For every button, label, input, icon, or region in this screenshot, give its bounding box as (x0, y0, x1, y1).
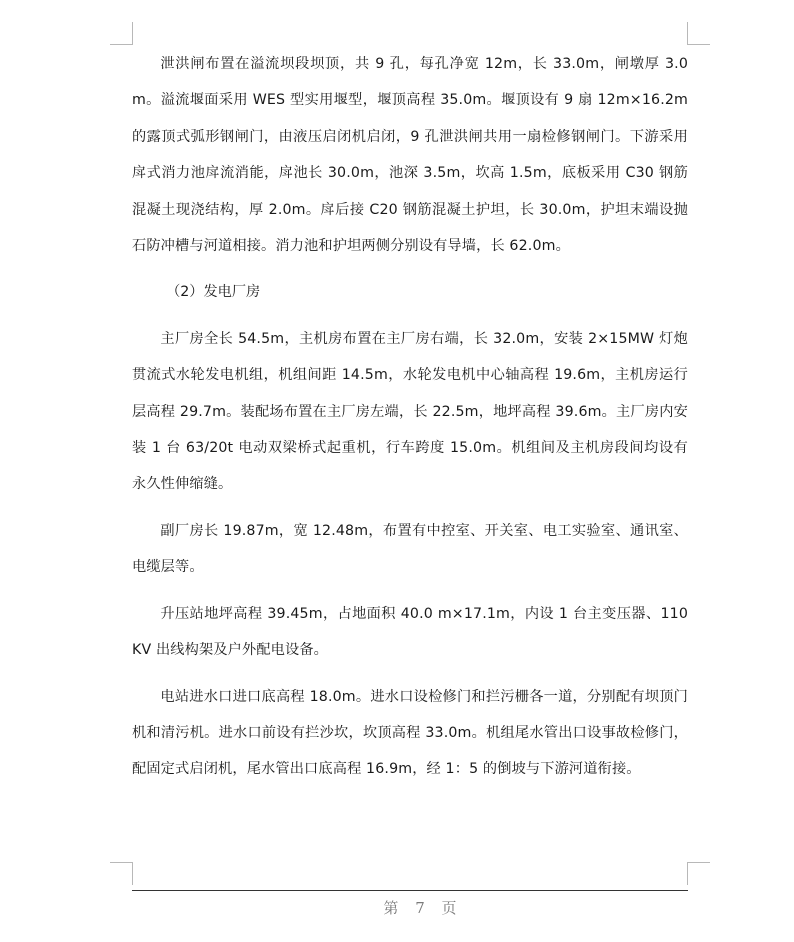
page-prefix: 第 (383, 899, 401, 917)
section-heading: （2）发电厂房 (166, 284, 261, 301)
footer-divider (132, 890, 688, 891)
page-footer (0, 897, 794, 918)
paragraph-intake: 电站进水口进口底高程 18.0m。进水口设检修门和拦污栅各一道，分别配有坝顶门机和清污机。进水口前设有拦沙坎，坎顶高程 33.0m。机组尾水管出口设事故检修门，配固定式启闭机，尾水管出口底高程 16.9m，经 1：5 的倒坡与下游河道衔接。 (132, 688, 688, 778)
crop-mark-top-left (110, 22, 133, 45)
page-suffix: 页 (441, 899, 459, 917)
page-number: 7 (415, 899, 427, 917)
paragraph-substation: 升压站地坪高程 39.45m，占地面积 40.0 m×17.1m，内设 1 台主变压器、110KV 出线构架及户外配电设备。 (132, 605, 688, 659)
paragraph-main-powerhouse: 主厂房全长 54.5m，主机房布置在主厂房右端，长 32.0m，安装 2×15MW 灯炮贯流式水轮发电机组，机组间距 14.5m，水轮发电机中心轴高程 19.6m，主机房运行层高程 29.7m。装配场布置在主厂房左端，长 22.5m，地坪高程 39.6m。主厂房内安装 1 台 63/20t 电动双梁桥式起重机，行车跨度 15.0m。机组间及主机房段间均设有永久性伸缩缝。 (132, 330, 688, 493)
crop-mark-bottom-right (687, 862, 710, 885)
crop-mark-top-right (687, 22, 710, 45)
crop-mark-bottom-left (110, 862, 133, 885)
paragraph-auxiliary-powerhouse: 副厂房长 19.87m，宽 12.48m，布置有中控室、开关室、电工实验室、通讯室、电缆层等。 (132, 522, 688, 576)
page-body (132, 46, 688, 788)
paragraph-spillway: 泄洪闸布置在溢流坝段坝顶，共 9 孔，每孔净宽 12m，长 33.0m，闸墩厚 3.0m。溢流堰面采用 WES 型实用堰型，堰顶高程 35.0m。堰顶设有 9 扇 12m×16.2m 的露顶式弧形钢闸门，由液压启闭机启闭，9 孔泄洪闸共用一扇检修钢闸门。下游采用戽式消力池戽流消能，戽池长 30.0m，池深 3.5m，坎高 1.5m，底板采用 C30 钢筋混凝土现浇结构，厚 2.0m。戽后接 C20 钢筋混凝土护坦，长 30.0m，护坦末端设抛石防冲槽与河道相接。消力池和护坦两侧分别设有导墙，长 62.0m。 (132, 56, 688, 255)
